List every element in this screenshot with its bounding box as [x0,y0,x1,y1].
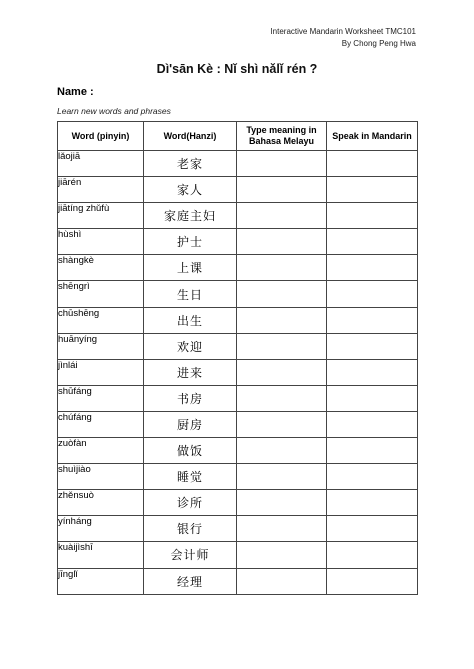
pinyin-cell: zuòfàn [58,438,144,464]
column-header-meaning: Type meaning in Bahasa Melayu [237,122,327,151]
table-row [58,177,418,203]
meaning-input-cell[interactable] [237,568,327,594]
hanzi-cell: 上课 [144,255,237,281]
pinyin-cell: shēngrì [58,281,144,307]
speak-cell[interactable] [327,359,418,385]
worksheet-author-line: By Chong Peng Hwa [341,39,416,48]
meaning-input-cell[interactable] [237,516,327,542]
hanzi-cell: 欢迎 [144,333,237,359]
hanzi-cell: 银行 [144,516,237,542]
meaning-input-cell[interactable] [237,411,327,437]
table-row [58,516,418,542]
pinyin-cell: hùshì [58,229,144,255]
meaning-input-cell[interactable] [237,151,327,177]
worksheet-course-line: Interactive Mandarin Worksheet TMC101 [270,27,416,36]
speak-cell[interactable] [327,229,418,255]
pinyin-cell: yínháng [58,516,144,542]
hanzi-cell: 家庭主妇 [144,203,237,229]
pinyin-cell: huānyíng [58,333,144,359]
speak-cell[interactable] [327,151,418,177]
hanzi-cell: 会计师 [144,542,237,568]
vocabulary-table [57,121,418,595]
meaning-input-cell[interactable] [237,177,327,203]
pinyin-cell: shūfáng [58,385,144,411]
speak-cell[interactable] [327,385,418,411]
name-label: Name : [57,86,94,98]
hanzi-cell: 家人 [144,177,237,203]
speak-cell[interactable] [327,203,418,229]
pinyin-cell: lǎojiā [58,151,144,177]
pinyin-cell: shàngkè [58,255,144,281]
pinyin-cell: shuìjiào [58,464,144,490]
meaning-input-cell[interactable] [237,385,327,411]
column-header-speak: Speak in Mandarin [327,122,418,151]
table-header-row [58,122,418,151]
speak-cell[interactable] [327,516,418,542]
meaning-input-cell[interactable] [237,490,327,516]
hanzi-cell: 出生 [144,307,237,333]
pinyin-cell: chūshēng [58,307,144,333]
hanzi-cell: 做饭 [144,438,237,464]
table-row [58,568,418,594]
table-row [58,542,418,568]
hanzi-cell: 睡觉 [144,464,237,490]
table-row [58,385,418,411]
meaning-input-cell[interactable] [237,359,327,385]
speak-cell[interactable] [327,307,418,333]
speak-cell[interactable] [327,490,418,516]
meaning-input-cell[interactable] [237,281,327,307]
table-row [58,281,418,307]
vocabulary-table-body [58,151,418,595]
pinyin-cell: jiātíng zhǔfù [58,203,144,229]
hanzi-cell: 诊所 [144,490,237,516]
meaning-input-cell[interactable] [237,464,327,490]
table-row [58,255,418,281]
column-header-hanzi: Word(Hanzi) [144,122,237,151]
pinyin-cell: jiārén [58,177,144,203]
worksheet-header [270,26,416,50]
speak-cell[interactable] [327,333,418,359]
table-row [58,203,418,229]
pinyin-cell: jìnlái [58,359,144,385]
hanzi-cell: 书房 [144,385,237,411]
speak-cell[interactable] [327,438,418,464]
speak-cell[interactable] [327,464,418,490]
speak-cell[interactable] [327,281,418,307]
speak-cell[interactable] [327,411,418,437]
hanzi-cell: 生日 [144,281,237,307]
pinyin-cell: zhěnsuò [58,490,144,516]
pinyin-cell: chúfáng [58,411,144,437]
hanzi-cell: 厨房 [144,411,237,437]
table-row [58,229,418,255]
table-row [58,438,418,464]
pinyin-cell: kuàijìshī [58,542,144,568]
table-row [58,490,418,516]
hanzi-cell: 进来 [144,359,237,385]
meaning-input-cell[interactable] [237,203,327,229]
hanzi-cell: 老家 [144,151,237,177]
meaning-input-cell[interactable] [237,229,327,255]
pinyin-cell: jīnglǐ [58,568,144,594]
speak-cell[interactable] [327,542,418,568]
meaning-input-cell[interactable] [237,542,327,568]
speak-cell[interactable] [327,255,418,281]
table-row [58,464,418,490]
table-row [58,333,418,359]
table-row [58,307,418,333]
table-row [58,151,418,177]
table-row [58,411,418,437]
column-header-pinyin: Word (pinyin) [58,122,144,151]
meaning-input-cell[interactable] [237,333,327,359]
speak-cell[interactable] [327,568,418,594]
meaning-input-cell[interactable] [237,438,327,464]
hanzi-cell: 经理 [144,568,237,594]
section-subtitle: Learn new words and phrases [57,106,171,116]
meaning-input-cell[interactable] [237,255,327,281]
page-title: Dì'sān Kè : Nǐ shì nǎlǐ rén ? [156,62,318,76]
speak-cell[interactable] [327,177,418,203]
meaning-input-cell[interactable] [237,307,327,333]
hanzi-cell: 护士 [144,229,237,255]
table-row [58,359,418,385]
